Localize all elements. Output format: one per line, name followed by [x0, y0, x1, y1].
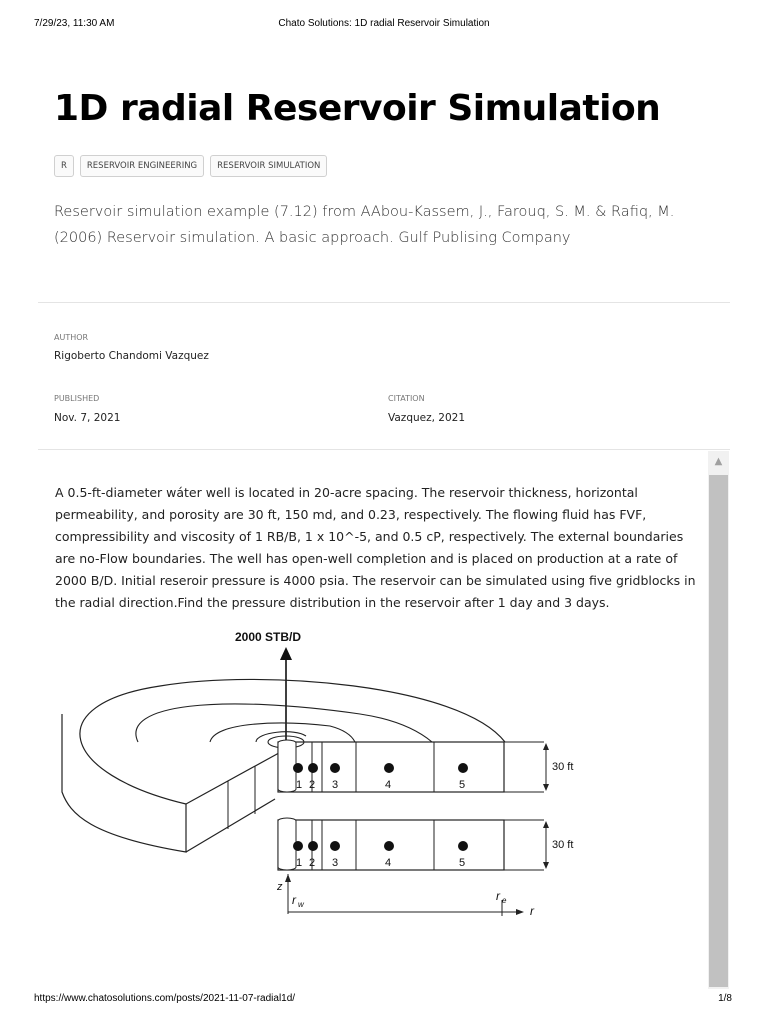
node-4-upper [384, 763, 394, 773]
rate-label: 2000 STB/D [235, 630, 302, 644]
node-4-lower [384, 841, 394, 851]
wellbore-upper [278, 740, 296, 792]
re-label: r [496, 889, 500, 903]
outer-wall [62, 714, 186, 852]
production-arrow-head [280, 647, 292, 660]
cut-face-bottom [186, 799, 275, 852]
block-label-4-lower: 4 [385, 857, 392, 869]
header-divider [38, 302, 730, 303]
block-label-1: 1 [296, 779, 303, 791]
article-description: Reservoir simulation example (7.12) from AAbou-Kassem, J., Farouq, S. M. & Rafiq, M. (2006) Reservoir simulation. A basic approach. Gulf Publising Company [54, 204, 675, 246]
citation-label: CITATION [388, 394, 425, 403]
author-name: Rigoberto Chandomi Vazquez [54, 350, 209, 362]
content-scrollbar[interactable] [708, 451, 729, 989]
node-1-lower [293, 841, 303, 851]
node-1-upper [293, 763, 303, 773]
print-datetime: 7/29/23, 11:30 AM [34, 18, 115, 29]
page-url: https://www.chatosolutions.com/posts/2021-11-07-radial1d/ [34, 993, 296, 1004]
z-axis-label: z [277, 881, 283, 893]
node-3-upper [330, 763, 340, 773]
tag-reservoir-simulation[interactable]: RESERVOIR SIMULATION [210, 155, 327, 177]
block-label-3: 3 [332, 779, 339, 791]
page-number: 1/8 [718, 993, 732, 1004]
block-label-1-lower: 1 [296, 857, 303, 869]
block-label-3-lower: 3 [332, 857, 339, 869]
citation-value: Vazquez, 2021 [388, 412, 466, 424]
tag-r[interactable]: R [54, 155, 74, 177]
tag-list [54, 155, 327, 177]
rw-subscript: w [298, 900, 304, 909]
scroll-thumb[interactable] [709, 475, 728, 987]
ring-3 [210, 723, 355, 742]
r-axis-label: r [530, 904, 534, 918]
problem-statement: A 0.5-ft-diameter wáter well is located in 20-acre spacing. The reservoir thickness, horizontal permeability, and porosity are 30 ft, 150 md, and 0.23, respectively. The flowing fluid has FVF, compressibility and viscosity of 1 RB/B, 1 x 10^-5, and 0.5 cP, respectively. The external boundaries are no-Flow boundaries. The well has open-well completion and is placed on production at a rate of 2000 B/D. Initial reseroir pressure is 4000 psia. The reservoir can be simulated using five gridblocks in the radial direction.Find the pressure distribution in the reservoir after 1 day and 3 days. [55, 485, 696, 610]
node-2-upper [308, 763, 318, 773]
article-title: 1D radial Reservoir Simulation [54, 88, 661, 129]
node-3-lower [330, 841, 340, 851]
block-label-5: 5 [459, 779, 466, 791]
node-5-upper [458, 763, 468, 773]
rw-label: r [292, 893, 296, 907]
block-label-4: 4 [385, 779, 392, 791]
block-label-2: 2 [309, 779, 316, 791]
thickness-label-lower: 30 ft [552, 839, 574, 851]
published-label: PUBLISHED [54, 394, 100, 403]
node-5-lower [458, 841, 468, 851]
radial-grid-figure [60, 624, 574, 924]
print-doc-title: Chato Solutions: 1D radial Reservoir Simulation [278, 18, 490, 29]
block-label-5-lower: 5 [459, 857, 466, 869]
re-subscript: e [502, 896, 507, 905]
published-date: Nov. 7, 2021 [54, 412, 121, 424]
author-label: AUTHOR [54, 333, 89, 342]
cut-face-top [186, 748, 288, 804]
tag-reservoir-engineering[interactable]: RESERVOIR ENGINEERING [80, 155, 204, 177]
node-2-lower [308, 841, 318, 851]
thickness-label-upper: 30 ft [552, 761, 574, 773]
block-label-2-lower: 2 [309, 857, 316, 869]
triangle-up-icon[interactable]: ▲ [714, 456, 723, 467]
wellbore-lower [278, 818, 296, 870]
